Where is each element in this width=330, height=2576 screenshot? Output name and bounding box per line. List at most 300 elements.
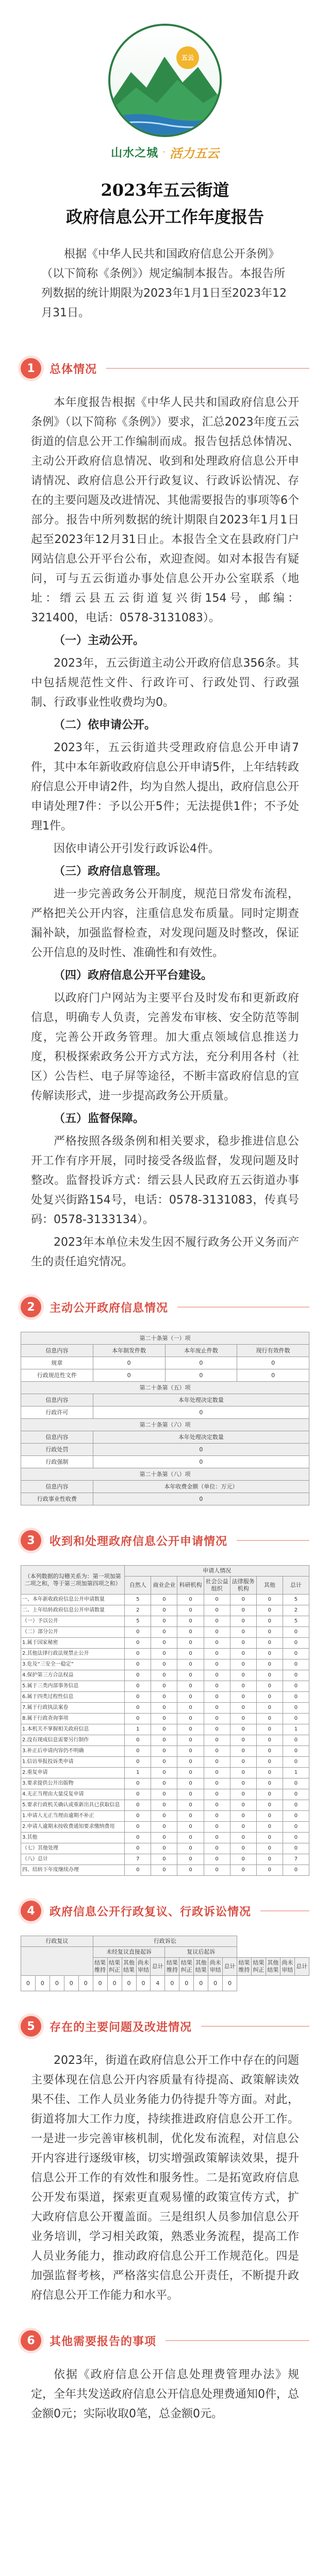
table-cell: 0 [204,1703,230,1714]
table-cell: 0 [230,1768,256,1778]
table-row [21,1778,309,1789]
table-cell: 0 [177,1616,204,1627]
slogan-left: 山水之城 [111,146,159,160]
table-cell: 0 [204,1735,230,1746]
table-cell: 0 [107,1976,122,1991]
table-header-cell: 结果维持 [93,1958,107,1976]
table-cell: 0 [165,1976,179,1991]
table-cell: 本年制发件数 [93,1345,165,1357]
table-cell: 5 [283,1616,309,1627]
table-cell: 0 [283,1659,309,1670]
table-cell: （一）予以公开 [21,1616,125,1627]
table-cell: 2.申请人逾期未按收费通知要求缴纳费用 [21,1822,125,1833]
table-cell: 0 [93,1456,309,1468]
table-row [21,1724,309,1735]
table-header-cell: 法律服务机构 [230,1577,256,1595]
section-divider [106,368,309,369]
overview-paragraph: 2023年本单位未发生因不履行政务公开义务而产生的责任追究情况。 [31,1236,299,1268]
table-cell: 0 [151,1865,177,1876]
table-cell: 0 [208,1976,223,1991]
table-header-cell: 其他 [256,1577,283,1595]
table-cell: 0 [256,1811,283,1822]
table-cell: 信息内容 [21,1431,93,1444]
table-cell: 信息内容 [21,1394,93,1406]
table-cell: 0 [151,1703,177,1714]
table-cell: 5.属于三类内部事务信息 [21,1681,125,1692]
slogan-dot: · [162,147,166,158]
table-cell: 0 [283,1811,309,1822]
table-cell: 0 [230,1735,256,1746]
table-cell: 0 [256,1670,283,1681]
table-cell: 0 [177,1768,204,1778]
table-cell: 0 [151,1778,177,1789]
table-cell: 0 [177,1778,204,1789]
table-row [21,1735,309,1746]
table-cell: 1 [283,1724,309,1735]
table-cell: 0 [230,1595,256,1605]
table-row [21,1456,309,1468]
table-cell: 0 [230,1822,256,1833]
section-header-2 [21,1297,330,1317]
table-row [21,1789,309,1800]
section-number-badge: 3 [21,1530,41,1551]
table-cell: 0 [125,1681,151,1692]
table-cell: 0 [177,1865,204,1876]
table-cell: 行政规范性文件 [21,1369,93,1382]
table-cell: 0 [151,1595,177,1605]
table-cell: 0 [151,1757,177,1768]
table-cell: 0 [136,1976,151,1991]
table-cell: 0 [256,1843,283,1854]
table-cell: 0 [256,1692,283,1703]
section-header-3 [21,1530,330,1551]
table-cell: 0 [93,1369,165,1382]
section-header-6 [21,2330,330,2351]
table-cell: 0 [151,1843,177,1854]
table-cell: 0 [230,1833,256,1843]
table-cell: 第二十条第（五）项 [21,1382,309,1394]
overview-paragraph: 本年度报告根据《中华人民共和国政府信息公开条例》（以下简称《条例》）要求，汇总2023年度五云街道的信息公开工作编制而成。报告包括总体情况、主动公开政府信息情况、收到和处理政府信息公开申请情况、政府信息公开行政复议、行政诉讼情况、存在的主要问题及改进情况、其他需要报告的事项等6个部分。报告中所列数据的统计期限自2023年1月1日起至2023年12月31日止。本报告全文在县政府门户网站信息公开平台公布，欢迎查阅。如对本报告有疑问，可与五云街道办事处信息公开办公室联系（地址：缙云县五云街道复兴街154号，邮编：321400，电话：0578-3131083）。 [31,396,299,624]
application-table [21,1565,309,1876]
table-row [21,1468,309,1481]
table-cell: 一、本年新收政府信息公开申请数量 [21,1595,125,1605]
title-line-2: 政府信息公开工作年度报告 [65,207,264,227]
table-cell: 本年处理决定数量 [93,1431,309,1444]
table-cell: 0 [256,1703,283,1714]
section-divider [260,1910,309,1911]
table-cell: 0 [256,1768,283,1778]
table-cell: 0 [151,1854,177,1865]
table-cell: 0 [125,1811,151,1822]
section-number-badge: 5 [21,2016,41,2037]
table-cell: 0 [204,1789,230,1800]
table-cell: 0 [177,1735,204,1746]
table-cell: 0 [151,1649,177,1659]
table-cell: 0 [230,1627,256,1638]
table-row [21,1822,309,1833]
table-cell: 0 [78,1976,93,1991]
table-cell: 0 [283,1822,309,1833]
table-cell: 本年废止件数 [165,1345,237,1357]
table-cell: 0 [204,1627,230,1638]
table-cell: 8.属于行政查询事项 [21,1714,125,1724]
table-cell: 0 [283,1714,309,1724]
table-cell: 0 [256,1833,283,1843]
table-cell: 0 [204,1595,230,1605]
table-cell: 3.危及“三安全一稳定” [21,1659,125,1670]
section-title: 存在的主要问题及改进情况 [50,2021,192,2034]
table-cell: 0 [230,1865,256,1876]
table-cell: 0 [256,1616,283,1627]
report-header [0,0,330,333]
table-cell: 0 [283,1670,309,1681]
table-row [21,1627,309,1638]
table-row [21,1419,309,1431]
table-cell: 0 [194,1976,208,1991]
section-header-4 [21,1901,330,1921]
table-cell: 0 [177,1595,204,1605]
table-cell: 0 [256,1865,283,1876]
mountain-lake-icon [110,26,220,135]
table-cell: 0 [230,1659,256,1670]
report-title [0,177,330,230]
table-cell: 0 [283,1843,309,1854]
table-cell: 0 [256,1724,283,1735]
table-cell: 0 [256,1605,283,1616]
table-header-cell: 结果维持 [237,1958,252,1976]
table-cell: 3.补正后申请内容仍不明确 [21,1746,125,1757]
table-cell: 0 [204,1757,230,1768]
table-cell: 0 [283,1757,309,1768]
table-cell: 0 [204,1843,230,1854]
table-row [21,1649,309,1659]
table-cell: 1 [283,1768,309,1778]
table-cell: 7 [125,1854,151,1865]
subheading-application: （二）依申请公开。 [54,719,156,732]
table-cell: 0 [125,1714,151,1724]
overview-paragraph: 严格按照各级条例和相关要求，稳步推进信息公开工作有序开展，同时接受各级监督，发现问题及时整改。监督投诉方式：缙云县人民政府五云街道办事处复兴街路154号，电话：0578-3131083，传真号码：0578-3133134）。 [31,1135,299,1226]
table-cell: 0 [256,1649,283,1659]
table-cell: 0 [204,1778,230,1789]
table-cell: 0 [204,1616,230,1627]
table-row [21,1345,309,1357]
table-row [21,1703,309,1714]
table-cell: 0 [151,1659,177,1670]
table-cell: 四、结转下年度继续办理 [21,1865,125,1876]
table-cell: 0 [177,1789,204,1800]
table-header-cell: （本列数据的勾稽关系为：第一项加第二项之和，等于第三项加第四项之和） [21,1566,125,1595]
table-cell: 0 [230,1811,256,1822]
overview-paragraph: 2023年，五云街道共受理政府信息公开申请7件，其中本年新收政府信息公开申请5件，上年结转政府信息公开申请2件，均为自然人提出，政府信息公开申请处理7件：予以公开5件；无法提供1件；不予处理1件。 [31,741,299,833]
overview-paragraph: 2023年，五云街道主动公开政府信息356条。其中包括规范性文件、行政许可、行政处罚、行政强制、行政事业性收费均为0。 [31,657,299,709]
table-cell: 0 [165,1369,237,1382]
table-cell: 0 [151,1811,177,1822]
table-cell: 0 [151,1638,177,1649]
table-cell: 0 [204,1659,230,1670]
table-cell: 0 [125,1649,151,1659]
table-cell: 0 [204,1692,230,1703]
logo-emblem [108,24,222,137]
table-header-subgroup: 未经复议直接起诉 [93,1947,165,1958]
table-cell: 0 [283,1789,309,1800]
table-cell: 0 [256,1746,283,1757]
section-header-5 [21,2016,330,2037]
table-cell: 4 [151,1976,165,1991]
table-row [21,1431,309,1444]
table-cell: 5.要求行政机关确认或重新出具已获取信息 [21,1800,125,1811]
table-row [21,1746,309,1757]
table-cell: 0 [230,1703,256,1714]
table-cell: 0 [151,1833,177,1843]
table-cell: 0 [151,1670,177,1681]
table-cell: 0 [204,1670,230,1681]
table-cell: 0 [177,1714,204,1724]
table-cell: 0 [204,1865,230,1876]
table-cell: （二）部分公开 [21,1627,125,1638]
table-header-cell: 总计 [294,1958,309,1976]
table-cell: 0 [122,1976,136,1991]
subheading-active-disclosure: （一）主动公开。 [54,634,145,647]
table-cell: 0 [230,1800,256,1811]
overview-paragraph: 以政府门户网站为主要平台及时发布和更新政府信息，明确专人负责，完善发布审核、安全防范等制度，完善公开政务管理。加大重点领域信息推送力度，积极探索政务公开方式方法，充分利用各村（社区）公告栏、电子屏等途径，不断丰富政府信息的宣传解读形式，进一步提高政务公开质量。 [31,992,299,1103]
table-cell: 信息内容 [21,1345,93,1357]
table-cell: 规章 [21,1357,93,1369]
table-cell: 0 [230,1638,256,1649]
table-cell: 0 [237,1369,309,1382]
table-cell: 0 [93,1444,309,1456]
table-header-cell: 其他结果 [266,1958,280,1976]
table-cell: 0 [151,1735,177,1746]
table-row [21,1444,309,1456]
table-cell: 0 [125,1670,151,1681]
table-cell: 3.要求提供公开出版物 [21,1778,125,1789]
table-cell: 本年收费金额（单位：万元） [93,1481,309,1493]
table-header-subgroup: 复议后起诉 [165,1947,237,1958]
table-cell: 0 [204,1811,230,1822]
table-cell: 0 [50,1976,64,1991]
table-cell: 0 [125,1757,151,1768]
table-header-cell: 结果纠正 [252,1958,266,1976]
section-divider [166,2340,309,2341]
table-cell: 0 [256,1800,283,1811]
table-cell: 0 [177,1649,204,1659]
table-cell: 0 [93,1493,309,1505]
table-cell: 0 [283,1746,309,1757]
table-cell: 0 [283,1681,309,1692]
table-cell: 0 [177,1854,204,1865]
table-cell: 0 [151,1746,177,1757]
table-cell: 0 [230,1854,256,1865]
table-cell: 0 [177,1811,204,1822]
table-cell: 0 [177,1800,204,1811]
table-cell: 0 [125,1843,151,1854]
section-title: 总体情况 [50,363,97,376]
table-cell: 行政许可 [21,1406,93,1419]
table-cell: 0 [256,1659,283,1670]
table-cell: 0 [230,1649,256,1659]
table-cell: 0 [230,1616,256,1627]
table-cell: 现行有效件数 [237,1345,309,1357]
table-cell: 0 [283,1692,309,1703]
table-cell: 0 [256,1822,283,1833]
table-cell: 0 [177,1746,204,1757]
logo [0,24,330,137]
table-row [21,1800,309,1811]
table-cell: 0 [177,1605,204,1616]
table-cell: 0 [230,1681,256,1692]
table-header-cell: 总计 [151,1958,165,1976]
table-cell: 7.属于行政执法案卷 [21,1703,125,1714]
table-cell: 6.属于四类过程性信息 [21,1692,125,1703]
table-cell: 0 [204,1822,230,1833]
section-title: 其他需要报告的事项 [50,2335,157,2348]
table-cell: 0 [151,1616,177,1627]
table-header-cell: 结果纠正 [179,1958,194,1976]
table-row [21,1768,309,1778]
table-cell: 0 [35,1976,50,1991]
table-row [21,1332,309,1345]
table-cell: 0 [283,1800,309,1811]
table-cell: 0 [283,1865,309,1876]
table-cell: 0 [283,1778,309,1789]
table-cell: （八）总计 [21,1854,125,1865]
table-cell: 行政处罚 [21,1444,93,1456]
table-cell: 0 [125,1735,151,1746]
table-cell: 5 [283,1595,309,1605]
table-cell: 二、上年结转政府信息公开申请数量 [21,1605,125,1616]
table-cell: 0 [283,1735,309,1746]
table-cell: 0 [230,1605,256,1616]
table-cell: 0 [256,1681,283,1692]
logo-seal-text: 五云 [181,54,194,61]
table-cell: 0 [204,1714,230,1724]
table-cell: 0 [256,1714,283,1724]
table-cell: 0 [230,1789,256,1800]
table-cell: 0 [230,1843,256,1854]
table-row [21,1659,309,1670]
review-litigation-table [21,1936,309,1991]
table-cell: 2.没有现成信息需要另行制作 [21,1735,125,1746]
table-cell: 信息内容 [21,1481,93,1493]
table-cell: 行政事业性收费 [21,1493,93,1505]
table-header-cell: 结果纠正 [107,1958,122,1976]
table-cell: 0 [177,1681,204,1692]
table-cell: 0 [256,1595,283,1605]
table-cell: 0 [204,1724,230,1735]
active-disclosure-table [21,1332,309,1505]
table-cell: 0 [125,1865,151,1876]
table-row [21,1406,309,1419]
subheading-info-management: （三）政府信息管理。 [54,865,168,878]
table-row [21,1493,309,1505]
table-cell: 0 [230,1714,256,1724]
table-cell: 0 [151,1605,177,1616]
table-row [21,1681,309,1692]
slogan-right: 活力五云 [169,146,219,161]
table-row [21,1670,309,1681]
table-cell: 0 [179,1976,194,1991]
table-cell: 0 [230,1746,256,1757]
table-cell: 1 [125,1768,151,1778]
table-header-cell: 总计 [223,1958,237,1976]
table-header-cell: 其他结果 [194,1958,208,1976]
table-cell: 0 [64,1976,78,1991]
table-row [21,1757,309,1768]
table-cell: 1.申请人无正当理由逾期不补正 [21,1811,125,1822]
table-header-cell: 尚未审结 [208,1958,223,1976]
table-header-cell: 尚未审结 [136,1958,151,1976]
table-cell: 0 [223,1976,237,1991]
section-title: 收到和处理政府信息公开申请情况 [50,1535,228,1548]
intro-paragraph: 根据《中华人民共和国政府信息公开条例》（以下简称《条例》）规定编制本报告。本报告所列数据的统计期限为2023年1月1日至2023年12月31日。 [41,248,287,319]
table-cell: 5 [125,1616,151,1627]
table-row [21,1854,309,1865]
table-cell: 0 [204,1605,230,1616]
table-row [21,1605,309,1616]
section-number-badge: 1 [21,358,41,379]
table-cell: 本年处理决定数量 [93,1394,309,1406]
table-cell: 0 [125,1822,151,1833]
table-cell: 0 [256,1778,283,1789]
table-header-cell: 商业企业 [151,1577,177,1595]
table-cell: 1.属于国家秘密 [21,1638,125,1649]
table-row [21,1357,309,1369]
table-cell: 第二十条第（一）项 [21,1332,309,1345]
title-line-1: 2023年五云街道 [101,180,229,200]
table-cell: 0 [151,1768,177,1778]
table-header-cell: 其他结果 [122,1958,136,1976]
table-cell: 0 [204,1649,230,1659]
table-cell: 0 [177,1692,204,1703]
table-cell: 0 [177,1833,204,1843]
table-row [21,1638,309,1649]
table-cell: 0 [125,1778,151,1789]
table-cell: 2 [283,1605,309,1616]
table-cell: 0 [93,1976,107,1991]
table-cell: 0 [230,1778,256,1789]
table-cell: 0 [151,1789,177,1800]
table-cell: 0 [283,1703,309,1714]
table-cell: 0 [256,1735,283,1746]
table-row [21,1714,309,1724]
table-cell: 1.本机关不掌握相关政府信息 [21,1724,125,1735]
table-cell: 0 [204,1854,230,1865]
table-cell: （七）其他处理 [21,1843,125,1854]
table-header-spacer [21,1947,93,1976]
table-cell: 0 [125,1833,151,1843]
table-cell: 0 [151,1714,177,1724]
table-header-group: 行政诉讼 [93,1936,237,1947]
table-cell: 0 [237,1357,309,1369]
table-header-group: 申请人情况 [125,1566,309,1577]
table-cell: 0 [125,1789,151,1800]
section-divider [201,2026,309,2027]
subheading-supervision: （五）监督保障。 [54,1112,145,1125]
table-row [21,1394,309,1406]
table-cell: 0 [204,1638,230,1649]
table-cell: 0 [125,1638,151,1649]
table-cell: 3.其他 [21,1833,125,1843]
table-header-cell: 总计 [283,1577,309,1595]
table-cell: 0 [256,1854,283,1865]
table-cell: 0 [256,1627,283,1638]
table-row [21,1833,309,1843]
section-divider [237,1540,309,1541]
table-cell: 0 [125,1703,151,1714]
table-cell: 0 [151,1822,177,1833]
problems-paragraph: 2023年，街道在政府信息公开工作中存在的问题主要体现在信息公开内容质量有待提高、政策解读效果不佳、工作人员业务能力仍待提升等方面。对此，街道将加大工作力度，持续推进政府信息公开工作。一是进一步完善审核机制，优化发布流程，对信息公开内容进行逐级审核，切实增强政策解读效果，提升信息公开工作的有效性和服务性。二是拓宽政府信息公开发布渠道，探索更直观易懂的政策宣传方式，扩大政府信息公开覆盖面。三是组织人员参加信息公开业务培训，学习相关政策，熟悉业务流程，提高工作人员业务能力，推动政府信息公开工作规范化。四是加强监督考核，严格落实信息公开责任，不断提升政府信息公开工作能力和水平。 [31,2054,299,2302]
table-cell: 0 [204,1681,230,1692]
